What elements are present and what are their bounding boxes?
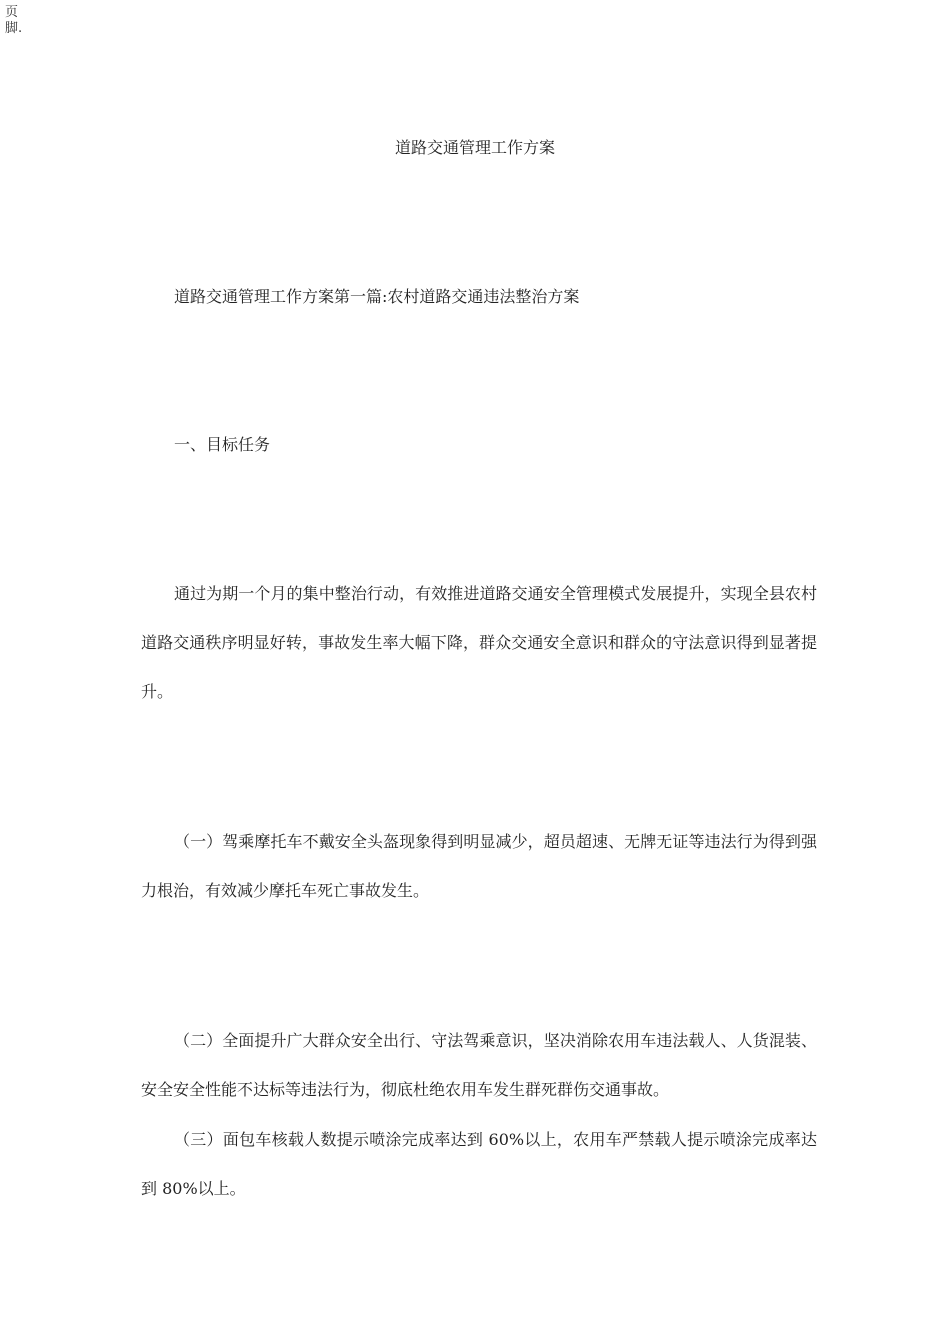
section-heading-goals: 一、目标任务	[174, 435, 271, 454]
document-subtitle: 道路交通管理工作方案第一篇:农村道路交通违法整治方案	[174, 287, 580, 306]
page-header-note	[5, 5, 22, 37]
document-title: 道路交通管理工作方案	[394, 138, 555, 157]
paragraph-item-2: （二）全面提升广大群众安全出行、守法驾乘意识，坚决消除农用车违法载人、人货混装、安全安全性能不达标等违法行为，彻底杜绝农用车发生群死群伤交通事故。	[141, 1031, 817, 1099]
paragraph-item-1: （一）驾乘摩托车不戴安全头盔现象得到明显减少，超员超速、无牌无证等违法行为得到强力根治，有效减少摩托车死亡事故发生。	[141, 832, 817, 900]
paragraph-intro: 通过为期一个月的集中整治行动，有效推进道路交通安全管理模式发展提升，实现全县农村道路交通秩序明显好转，事故发生率大幅下降，群众交通安全意识和群众的守法意识得到显著提升。	[141, 584, 817, 701]
paragraph-item-3: （三）面包车核载人数提示喷涂完成率达到 60%以上，农用车严禁载人提示喷涂完成率达到 80%以上。	[141, 1130, 817, 1198]
header-line-2: 脚.	[5, 21, 23, 36]
header-line-1: 页	[5, 5, 19, 20]
